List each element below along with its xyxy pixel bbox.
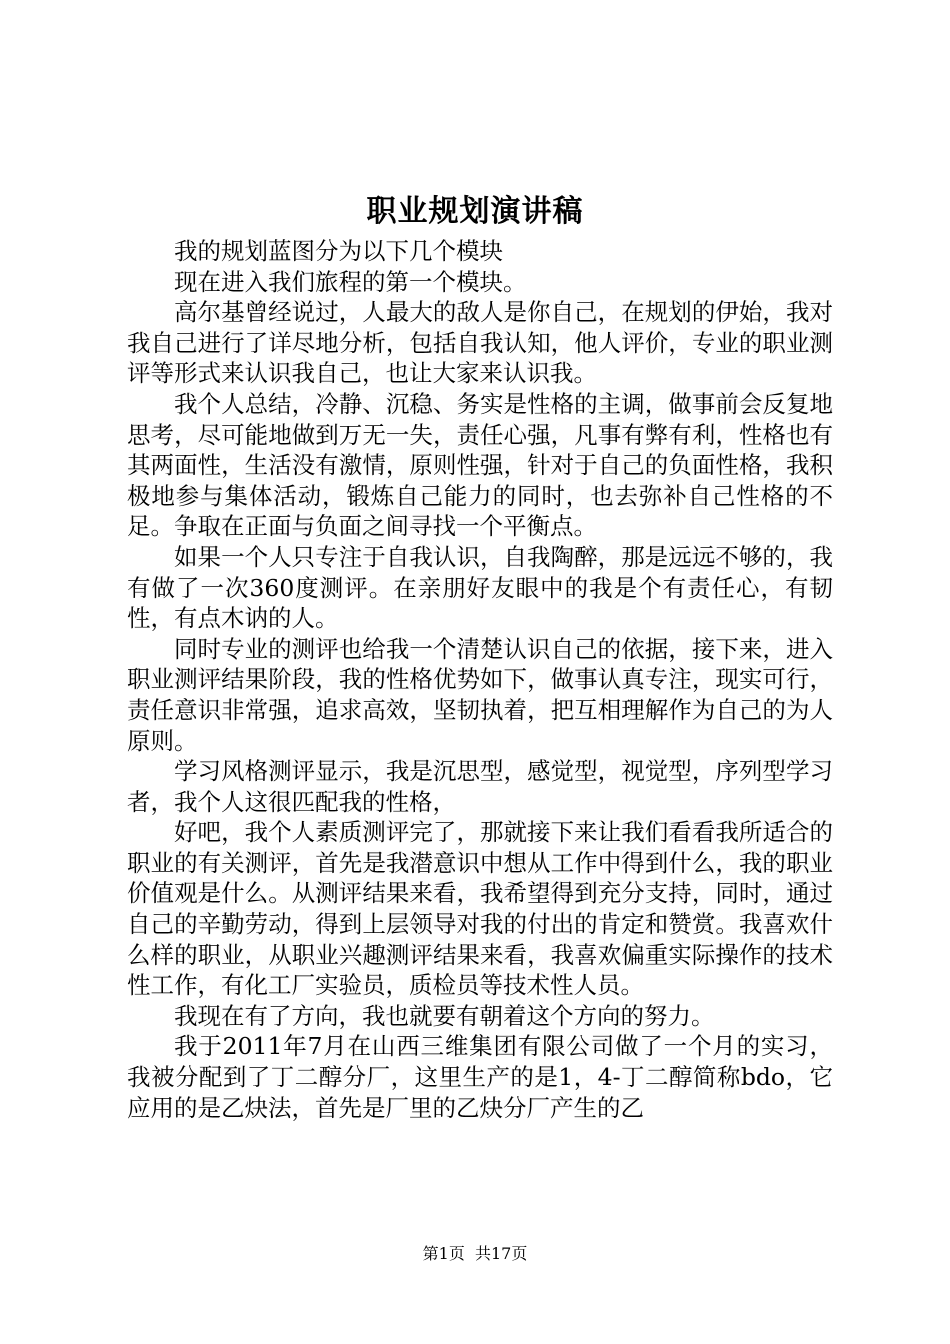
page-number-footer: 第1页 共17页 — [422, 1244, 528, 1263]
paragraph: 我于2011年7月在山西三维集团有限公司做了一个月的实习，我被分配到了丁二醇分厂，这里生产的是1，4-丁二醇简称bdo，它应用的是乙炔法，首先是厂里的乙炔分厂产生的乙 — [127, 1032, 833, 1122]
document-title: 职业规划演讲稿 — [366, 194, 584, 229]
paragraph: 好吧，我个人素质测评完了，那就接下来让我们看看我所适合的职业的有关测评，首先是我潜意识中想从工作中得到什么，我的职业价值观是什么。从测评结果来看，我希望得到充分支持，同时，通过自己的辛勤劳动，得到上层领导对我的付出的肯定和赞赏。我喜欢什么样的职业，从职业兴趣测评结果来看，我喜欢偏重实际操作的技术性工作，有化工厂实验员，质检员等技术性人员。 — [127, 818, 833, 1000]
paragraph: 现在进入我们旅程的第一个模块。 — [174, 267, 527, 296]
document-body — [127, 236, 833, 1123]
paragraph: 我的规划蓝图分为以下几个模块 — [174, 237, 503, 265]
paragraph: 我个人总结，冷静、沉稳、务实是性格的主调，做事前会反复地思考，尽可能地做到万无一失，责任心强，凡事有弊有利，性格也有其两面性，生活没有激情，原则性强，针对于自己的负面性格，我积极地参与集体活动，锻炼自己能力的同时，也去弥补自己性格的不足。争取在正面与负面之间寻找一个平衡点。 — [127, 389, 833, 541]
paragraph: 如果一个人只专注于自我认识，自我陶醉，那是远远不够的，我有做了一次360度测评。在亲朋好友眼中的我是个有责任心，有韧性，有点木讷的人。 — [127, 542, 833, 633]
paragraph: 我现在有了方向，我也就要有朝着这个方向的努力。 — [174, 1001, 715, 1030]
paragraph: 同时专业的测评也给我一个清楚认识自己的依据，接下来，进入职业测评结果阶段，我的性格优势如下，做事认真专注，现实可行，责任意识非常强，追求高效，坚韧执着，把互相理解作为自己的为人原则。 — [127, 634, 833, 755]
paragraph: 高尔基曾经说过，人最大的敌人是你自己，在规划的伊始，我对我自己进行了详尽地分析，包括自我认知，他人评价，专业的职业测评等形式来认识我自己，也让大家来认识我。 — [127, 298, 833, 388]
paragraph: 学习风格测评显示，我是沉思型，感觉型，视觉型，序列型学习者，我个人这很匹配我的性格， — [127, 757, 833, 816]
